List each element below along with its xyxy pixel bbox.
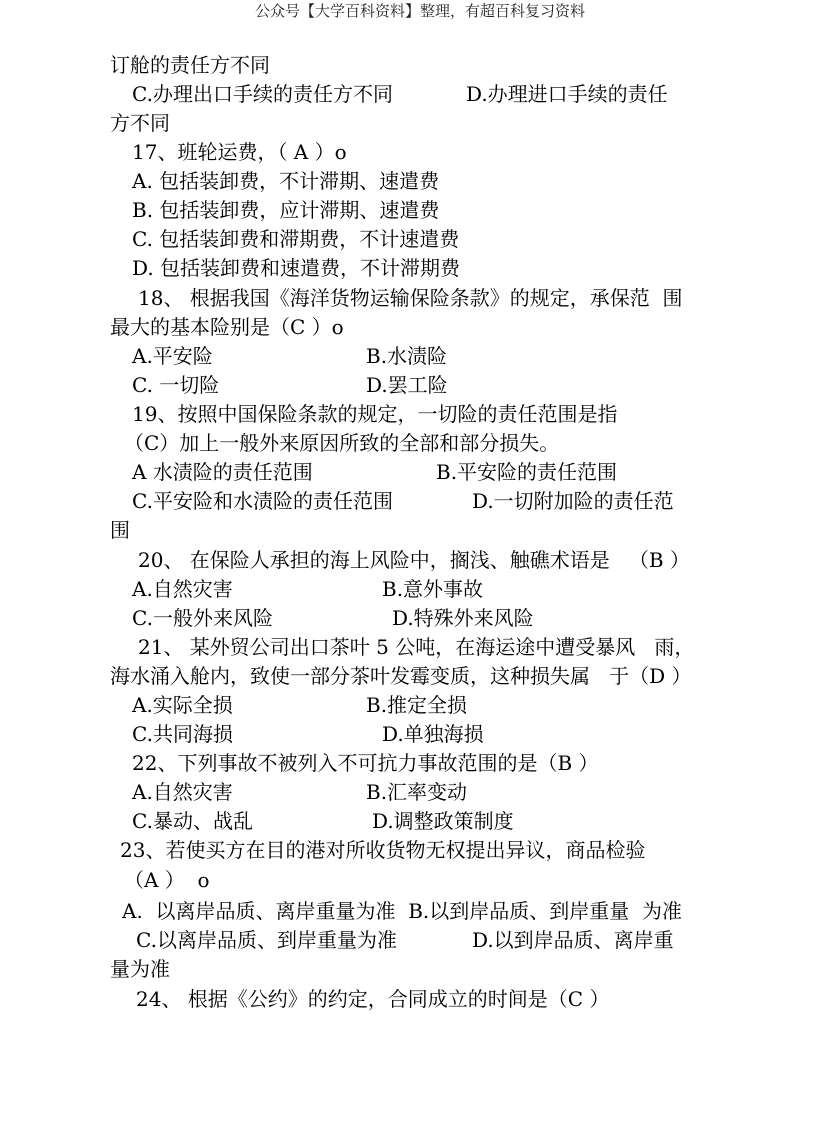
option-c: C.暴动、战乱 [132, 809, 253, 833]
option-a: A 水渍险的责任范围 [132, 460, 313, 484]
question-17: 17、班轮运费，（ A ）o [132, 140, 347, 164]
option-d: D. 包括装卸费和速遣费，不计滞期费 [132, 256, 461, 280]
option-a-b: A. 以离岸品质、离岸重量为准 B.以到岸品质、到岸重量 为准 [122, 899, 682, 923]
option-a: A.实际全损 [132, 693, 233, 717]
question-18-cont: 最大的基本险别是（C ）o [110, 315, 344, 339]
option-d: D.罢工险 [366, 373, 448, 397]
option-c: C.办理出口手续的责任方不同 [132, 82, 393, 106]
option-c: C.平安险和水渍险的责任范围 [132, 489, 393, 513]
option-b: B.推定全损 [366, 693, 468, 717]
question-22: 22、下列事故不被列入不可抗力事故范围的是（B ） [132, 751, 599, 775]
question-23: 23、若使买方在目的港对所收货物无权提出异议，商品检验 [120, 838, 646, 862]
option-c: C.一般外来风险 [132, 606, 273, 630]
text-line: 围 [110, 518, 130, 542]
option-c: C.以离岸品质、到岸重量为准 [136, 928, 397, 952]
option-b: B.意外事故 [382, 577, 484, 601]
option-d: D.调整政策制度 [372, 809, 514, 833]
option-a: A.自然灾害 [132, 577, 233, 601]
question-24: 24、 根据《公约》的约定，合同成立的时间是（C ） [136, 987, 610, 1011]
question-23-cont: （A ） o [124, 868, 210, 892]
option-a: A.平安险 [132, 344, 213, 368]
question-20: 20、 在保险人承担的海上风险中，搁浅、触礁术语是 （B ） [138, 548, 690, 572]
option-d: D.单独海损 [382, 722, 484, 746]
option-b: B. 包括装卸费，应计滞期、速遣费 [132, 198, 440, 222]
option-c: C. 包括装卸费和滞期费，不计速遣费 [132, 227, 460, 251]
option-b: B.汇率变动 [366, 780, 468, 804]
option-d: D.以到岸品质、离岸重 [472, 928, 674, 952]
text-line: 量为准 [110, 957, 170, 981]
page-header: 公众号【大学百科资料】整理，有超百科复习资料 [254, 2, 585, 20]
question-19: 19、按照中国保险条款的规定，一切险的责任范围是指 [132, 402, 618, 426]
question-18: 18、 根据我国《海洋货物运输保险条款》的规定，承保范 围 [138, 286, 683, 310]
option-d: D.办理进口手续的责任 [466, 82, 668, 106]
option-c: C.共同海损 [132, 722, 233, 746]
question-19-cont: （C）加上一般外来原因所致的全部和部分损失。 [124, 431, 560, 455]
text-line: 方不同 [110, 111, 170, 135]
option-a: A. 包括装卸费，不计滞期、速遣费 [132, 169, 440, 193]
question-21: 21、 某外贸公司出口茶叶 5 公吨，在海运途中遭受暴风 雨， [138, 635, 695, 659]
option-d: D.一切附加险的责任范 [472, 489, 674, 513]
option-b: B.水渍险 [366, 344, 448, 368]
text-line: 订舱的责任方不同 [110, 53, 270, 77]
option-c: C. 一切险 [132, 373, 220, 397]
option-b: B.平安险的责任范围 [436, 460, 618, 484]
option-a: A.自然灾害 [132, 780, 233, 804]
question-21-cont: 海水涌入舱内，致使一部分茶叶发霉变质，这种损失属 于（D ） [110, 664, 692, 688]
option-d: D.特殊外来风险 [392, 606, 534, 630]
